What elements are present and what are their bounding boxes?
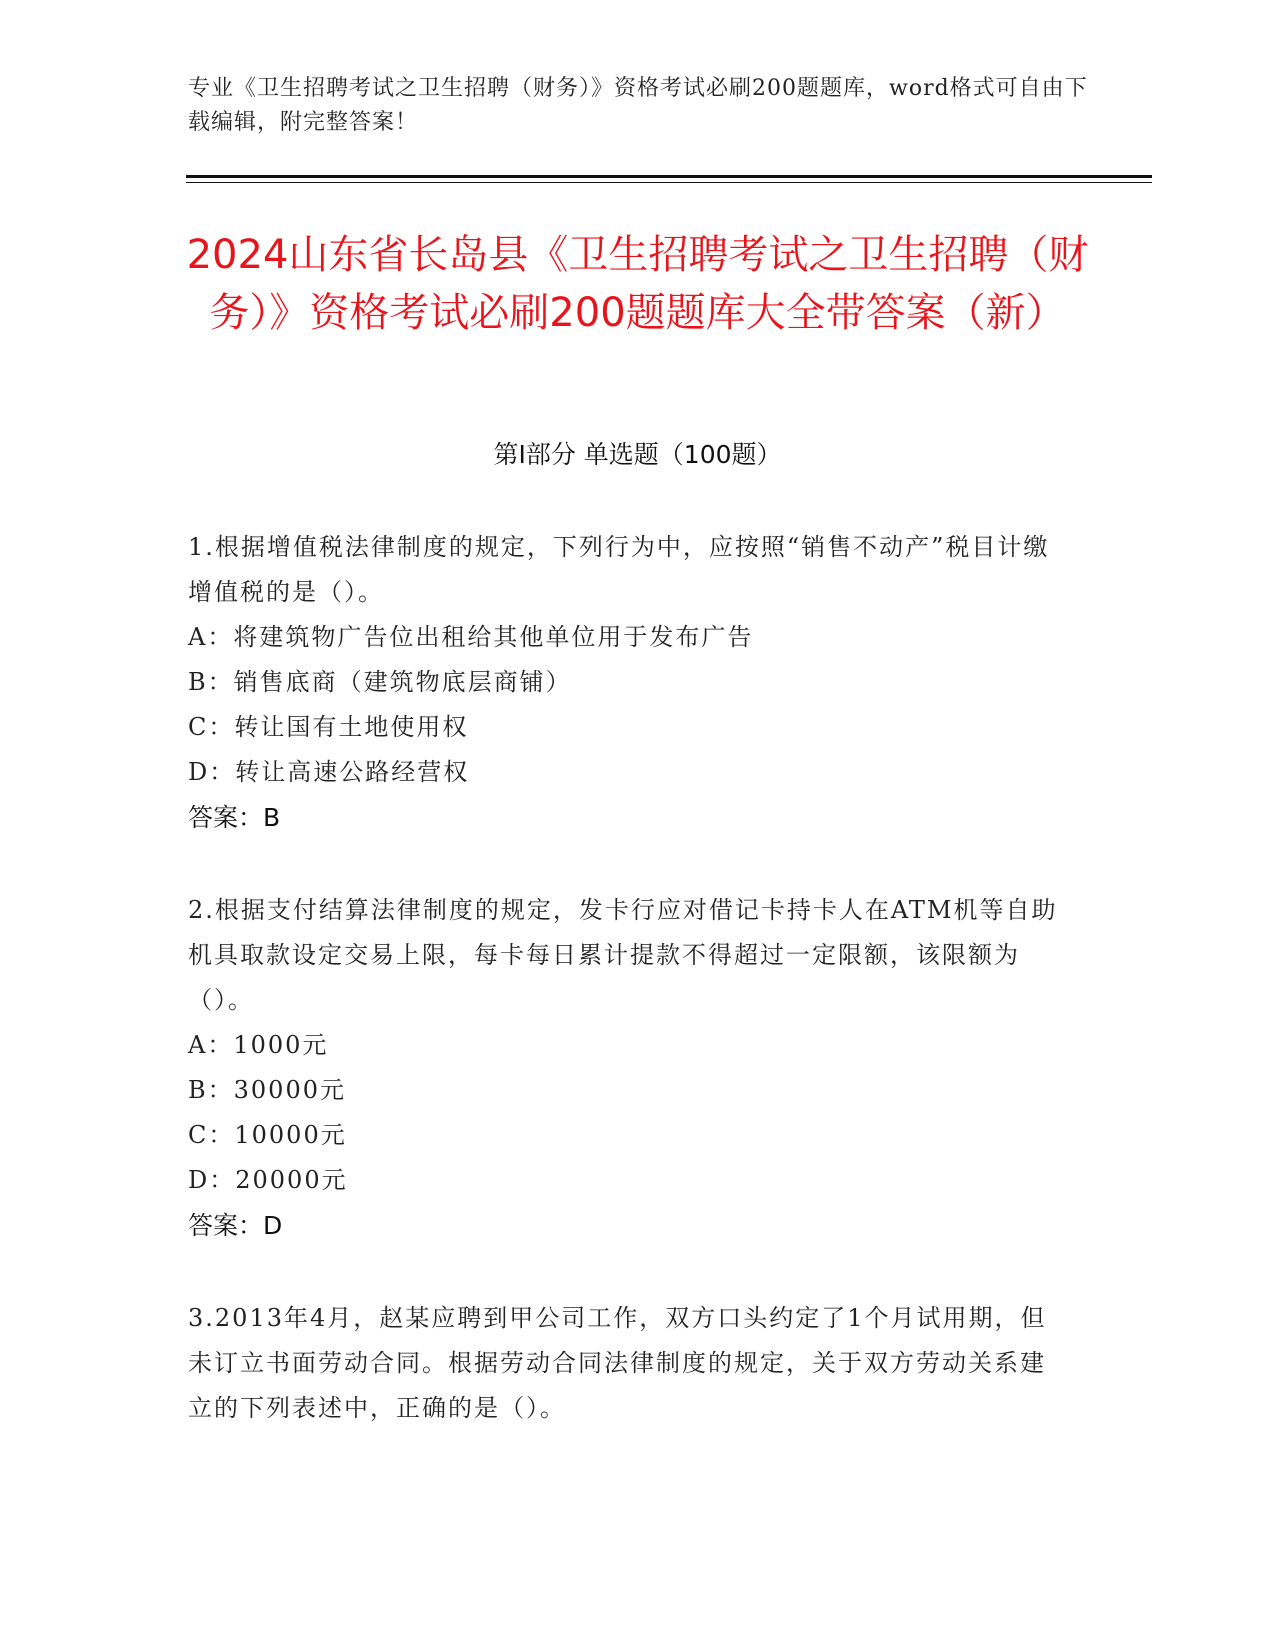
question-option-a: A：将建筑物广告位出租给其他单位用于发布广告 (188, 623, 754, 651)
question-stem: 3.2013年4月，赵某应聘到甲公司工作，双方口头约定了1个月试用期，但未订立书面劳动合同。根据劳动合同法律制度的规定，关于双方劳动关系建立的下列表述中，正确的是（）。 (188, 1304, 1047, 1422)
header-divider-thin (186, 182, 1152, 183)
question-answer: 答案：D (188, 1211, 283, 1240)
question-answer: 答案：B (188, 803, 281, 832)
question-option-b: B：30000元 (188, 1076, 346, 1104)
section-title: 第I部分 单选题（100题） (493, 440, 782, 469)
question-option-d: D：转让高速公路经营权 (188, 758, 470, 786)
question-option-c: C：转让国有土地使用权 (188, 713, 469, 741)
question-list (188, 525, 1068, 1479)
question-stem: 1.根据增值税法律制度的规定，下列行为中，应按照“销售不动产”税目计缴增值税的是（）。 (188, 533, 1050, 606)
question-item (188, 1296, 1068, 1431)
question-option-b: B：销售底商（建筑物底层商铺） (188, 668, 572, 696)
document-title: 2024山东省长岛县《卫生招聘考试之卫生招聘（财务）》资格考试必刷200题题库大全带答案（新） (186, 232, 1089, 336)
header-note: 专业《卫生招聘考试之卫生招聘（财务）》资格考试必刷200题题库，word格式可自由下载编辑，附完整答案！ (188, 76, 1088, 135)
question-item (188, 525, 1068, 840)
question-option-c: C：10000元 (188, 1121, 347, 1149)
question-option-a: A：1000元 (188, 1031, 329, 1059)
header-divider-thick (186, 175, 1152, 178)
question-stem: 2.根据支付结算法律制度的规定，发卡行应对借记卡持卡人在ATM机等自助机具取款设定交易上限，每卡每日累计提款不得超过一定限额，该限额为（）。 (188, 896, 1058, 1014)
question-option-d: D：20000元 (188, 1166, 348, 1194)
question-item (188, 888, 1068, 1248)
